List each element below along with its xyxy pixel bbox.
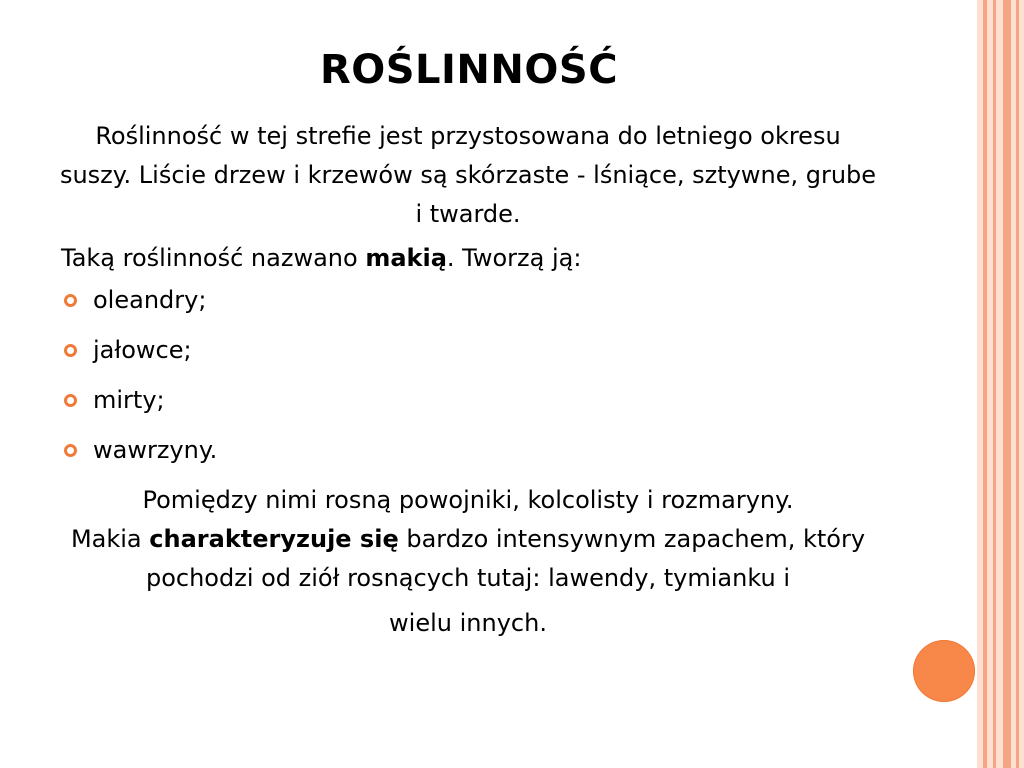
closing-paragraph <box>58 481 878 643</box>
naming-text-before: Taką roślinność nazwano <box>61 244 366 272</box>
closing-text-before: Makia <box>70 525 150 553</box>
closing-text-after: bardzo intensywnym zapachem, który pochodzi od ziół rosnących tutaj: lawendy, tymianku i <box>145 525 866 592</box>
list-item <box>58 281 878 320</box>
closing-line-1: Pomiędzy nimi rosną powojniki, kolcolisty i rozmaryny. <box>142 486 794 514</box>
decorative-orange-circle <box>913 640 975 702</box>
list-item <box>58 331 878 370</box>
decorative-stripe <box>1016 0 1019 768</box>
decorative-stripe <box>993 0 996 768</box>
list-item <box>58 381 878 420</box>
slide-title: ROŚLINNOŚĆ <box>319 47 619 93</box>
list-item <box>58 431 878 470</box>
intro-paragraph: Roślinność w tej strefie jest przystosowana do letniego okresu suszy. Liście drzew i krzewów są skórzaste - lśniące, sztywne, grube i twarde. <box>59 122 877 228</box>
list-item-text: oleandry; <box>93 286 207 314</box>
list-item-text: wawrzyny. <box>93 436 218 464</box>
closing-bold-phrase: charakteryzuje się <box>149 525 399 553</box>
ring-bullet-icon <box>64 444 77 457</box>
closing-last-line: wielu innych. <box>389 609 547 637</box>
naming-term-bold: makią <box>365 244 447 272</box>
ring-bullet-icon <box>64 394 77 407</box>
decorative-stripe <box>1003 0 1011 768</box>
naming-text-after: . Tworzą ją: <box>446 244 582 272</box>
decorative-stripe <box>983 0 987 768</box>
naming-paragraph <box>61 239 878 278</box>
list-item-text: jałowce; <box>93 336 192 364</box>
ring-bullet-icon <box>64 344 77 357</box>
slide-content <box>58 117 878 643</box>
ring-bullet-icon <box>64 294 77 307</box>
list-item-text: mirty; <box>93 386 165 414</box>
plant-list <box>58 281 878 470</box>
